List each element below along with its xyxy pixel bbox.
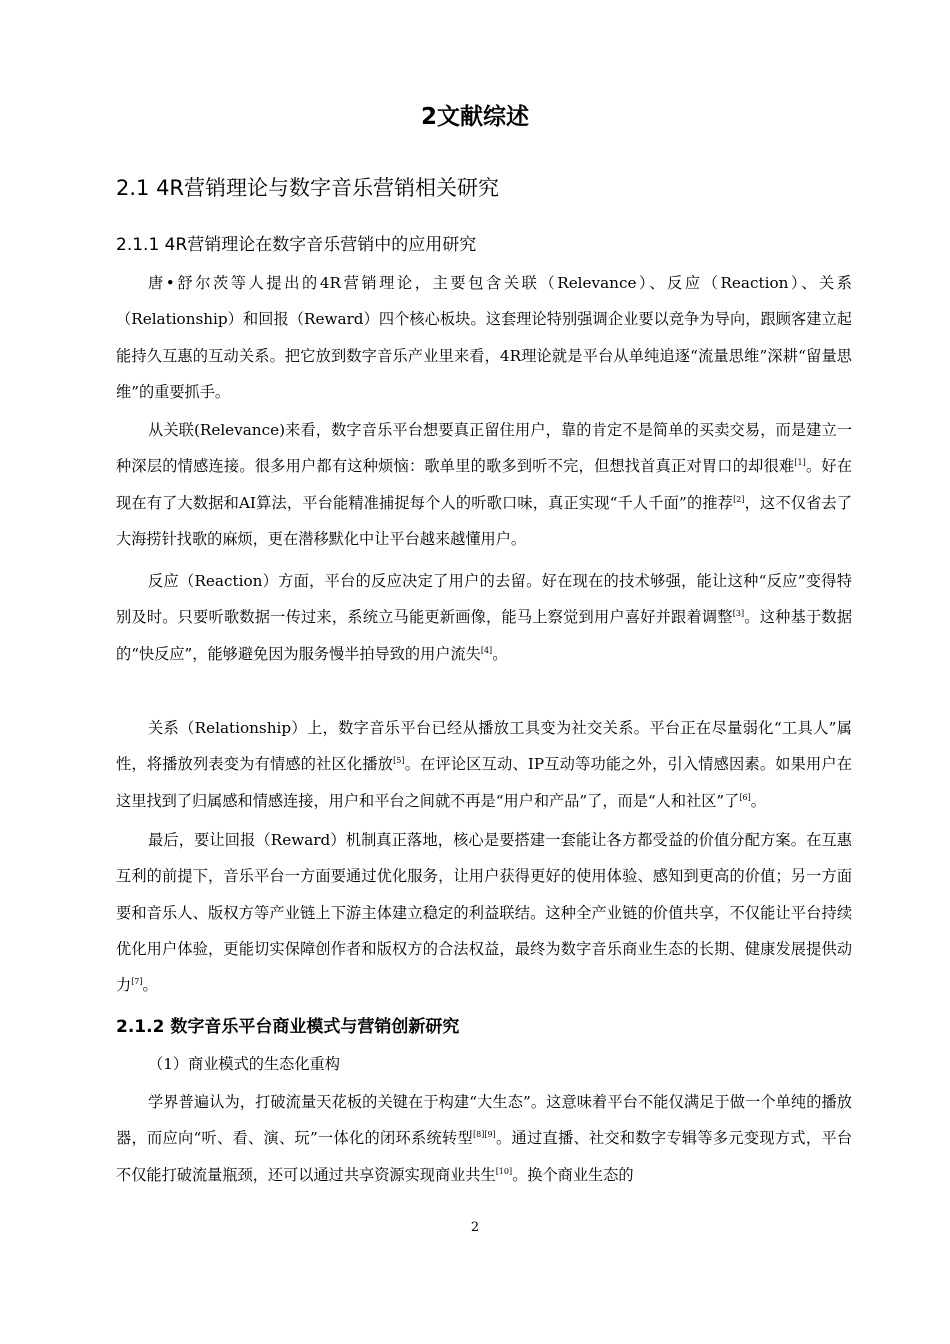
paragraph <box>116 822 852 1003</box>
paragraph-text: 从关联(Relevance)来看，数字音乐平台想要真正留住用户，靠的肯定不是简单的买卖交易，而是建立一种深层的情感连接。很多用户都有这种烦恼：歌单里的歌多到听不完，但想找首真正对胃口的却很难 <box>116 421 852 476</box>
paragraph-text: 。通过直播、社交和数字专辑等多元变现方式，平台不仅能打破流量瓶颈，还可以通过共享资源实现商业共生 <box>116 1129 853 1184</box>
paragraph <box>116 710 852 819</box>
paragraph-text: ，这不仅省去了大海捞针找歌的麻烦，更在潜移默化中让平台越来越懂用户。 <box>116 493 853 548</box>
paragraph-text: 最后，要让回报（Reward）机制真正落地，核心是要搭建一套能让各方都受益的价值分配方案。在互惠互利的前提下，音乐平台一方面要通过优化服务，让用户获得更好的使用体验、感知到更高的价值；另一方面要和音乐人、版权方等产业链上下游主体建立稳定的利益联结。这种全产业链的价值共享，不仅能让平台持续优化用户体验，更能切实保障创作者和版权方的合法权益，最终为数字音乐商业生态的长期、健康发展提供动力 <box>116 831 852 995</box>
citation-marker: [6] <box>739 792 751 802</box>
citation-marker: [3] <box>732 609 745 619</box>
paragraph-text: 学界普遍认为，打破流量天花板的关键在于构建“大生态”。这意味着平台不能仅满足于做一个单纯的播放器，而应向“听、看、演、玩”一体化的闭环系统转型 <box>116 1093 852 1148</box>
paragraph-text: 。 <box>492 644 508 663</box>
paragraph-text: 唐•舒尔茨等人提出的4R营销理论，主要包含关联（Relevance）、反应（Reaction）、关系（Relationship）和回报（Reward）四个核心板块。这套理论特别强调企业要以竞争为导向，跟顾客建立起能持久互惠的互动关系。把它放到数字音乐产业里来看，4R理论就是平台从单纯追逐“流量思维”深耕“留量思维”的重要抓手。 <box>116 274 852 401</box>
citation-marker: [1] <box>794 458 806 468</box>
paragraph-text: 。好在现在有了大数据和AI算法，平台能精准捕捉每个人的听歌口味，真正实现“千人千面”的推荐 <box>116 457 853 512</box>
paragraph-text: 。在评论区互动、IP互动等功能之外，引入情感因素。如果用户在这里找到了归属感和情感连接，用户和平台之间就不再是“用户和产品”了，而是“人和社区”了 <box>116 755 853 810</box>
section-heading-2-1-2: 2.1.2 数字音乐平台商业模式与营销创新研究 <box>116 1017 460 1037</box>
citation-marker: [4] <box>480 645 493 655</box>
paragraph-text: 反应（Reaction）方面，平台的反应决定了用户的去留。好在现在的技术够强，能让这种“反应”变得特别及时。只要听歌数据一传过来，系统立马能更新画像，能马上察觉到用户喜好并跟着调整 <box>116 572 852 627</box>
subsection-item-1: （1）商业模式的生态化重构 <box>148 1055 340 1073</box>
paragraph <box>116 563 852 672</box>
paragraph-text: 。换个商业生态的 <box>512 1165 634 1184</box>
paragraph <box>116 412 852 557</box>
paragraph-text: 。这种基于数据的“快反应”，能够避免因为服务慢半拍导致的用户流失 <box>116 608 853 663</box>
page-number: 2 <box>470 1220 480 1235</box>
citation-marker: [5] <box>393 756 405 766</box>
paragraph-text: 。 <box>142 976 158 995</box>
citation-marker: [8][9] <box>473 1130 496 1140</box>
paragraph-text: 关系（Relationship）上，数字音乐平台已经从播放工具变为社交关系。平台正在尽量弱化“工具人”属性，将播放列表变为有情感的社区化播放 <box>116 719 852 774</box>
citation-marker: [10] <box>495 1166 513 1176</box>
chapter-title: 2文献综述 <box>420 104 529 130</box>
citation-marker: [2] <box>733 494 745 504</box>
paragraph-text: 。 <box>750 791 766 810</box>
citation-marker: [7] <box>131 977 143 987</box>
section-heading-2-1: 2.1 4R营销理论与数字音乐营销相关研究 <box>116 176 500 200</box>
section-heading-2-1-1: 2.1.1 4R营销理论在数字音乐营销中的应用研究 <box>116 235 477 255</box>
paragraph <box>116 1084 852 1193</box>
paragraph <box>116 265 852 410</box>
